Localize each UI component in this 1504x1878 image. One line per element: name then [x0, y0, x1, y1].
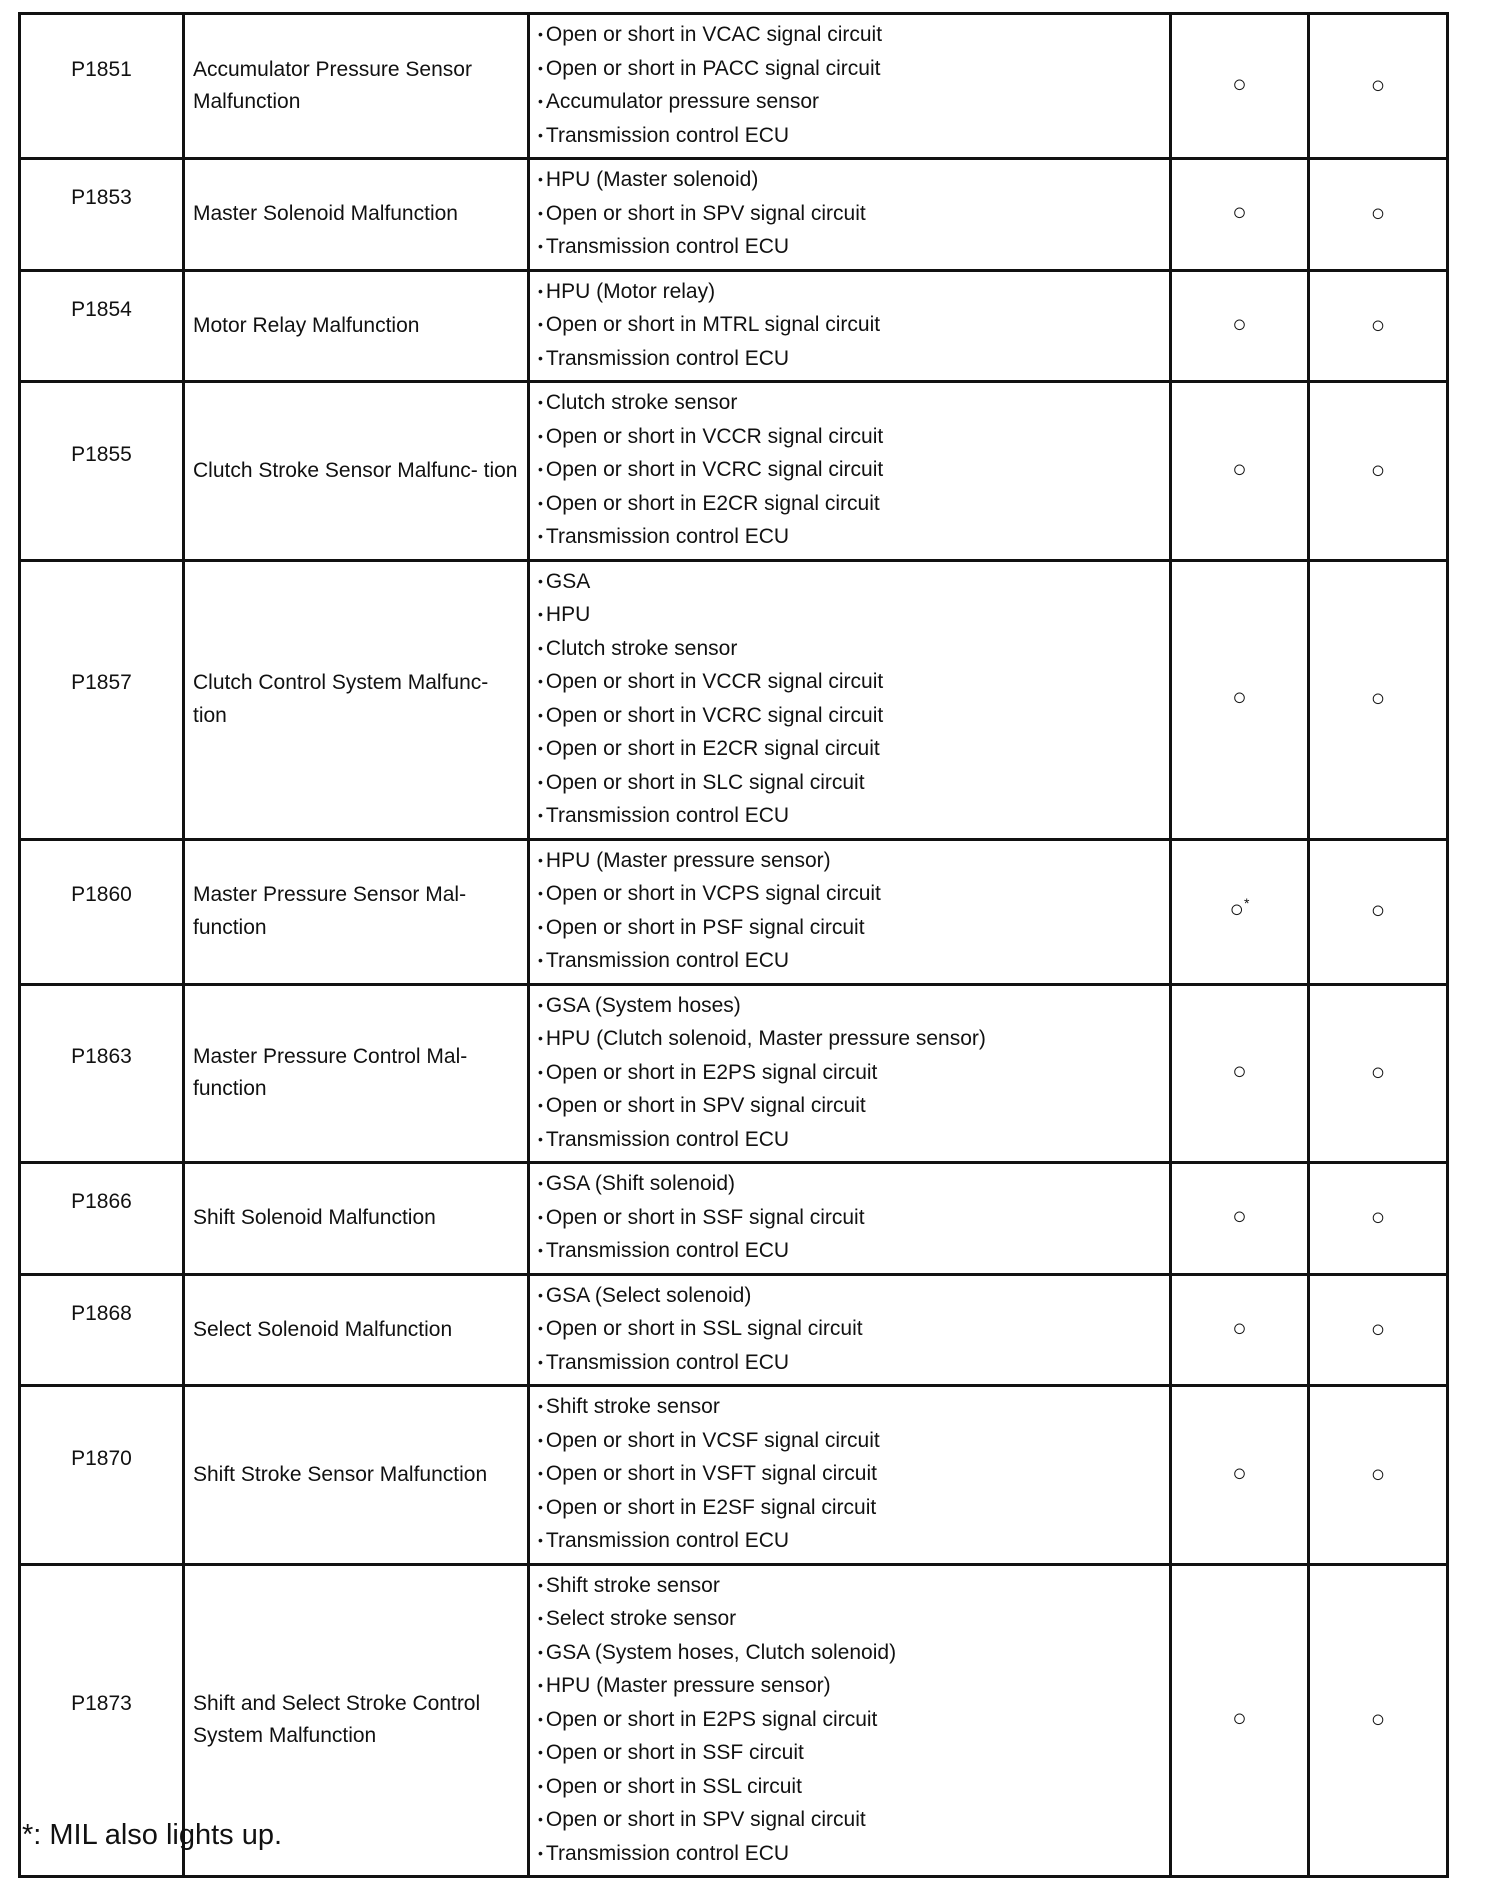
mil-circle-mark: ○ [1232, 199, 1247, 226]
trouble-area-item: • Transmission control ECU [538, 343, 1169, 377]
trouble-area-item: • Open or short in SLC signal circuit [538, 767, 1169, 801]
mil-cell [1171, 1564, 1309, 1877]
trouble-area-item: • HPU (Master pressure sensor) [538, 845, 1169, 879]
mil-circle-mark: ○ [1232, 1058, 1247, 1085]
trouble-area-item: • Transmission control ECU [538, 1124, 1169, 1158]
table-row [20, 382, 1448, 561]
mil-circle-mark: ○ [1232, 1459, 1247, 1487]
trouble-area-item: • Open or short in E2CR signal circuit [538, 488, 1169, 522]
trouble-area-cell [529, 1163, 1171, 1275]
memory-circle-mark: ○ [1370, 1315, 1386, 1343]
mil-asterisk-note: * [1244, 895, 1250, 912]
table-row [20, 1163, 1448, 1275]
mil-cell [1171, 1386, 1309, 1565]
dtc-code-cell [20, 1386, 184, 1565]
trouble-area-item: • GSA [538, 566, 1169, 600]
dtc-code: P1860 [71, 883, 132, 907]
mil-cell [1171, 270, 1309, 382]
table-row [20, 159, 1448, 271]
mil-circle-mark: ○ [1232, 455, 1247, 483]
trouble-area-item: • Open or short in SPV signal circuit [538, 1804, 1169, 1838]
trouble-area-item: • Open or short in E2PS signal circuit [538, 1057, 1169, 1091]
memory-circle-mark: ○ [1370, 456, 1386, 484]
trouble-area-cell [529, 159, 1171, 271]
table-row [20, 1274, 1448, 1386]
memory-cell [1309, 1564, 1448, 1877]
trouble-area-item: • HPU (Master pressure sensor) [538, 1670, 1169, 1704]
detection-item: Clutch Stroke Sensor Malfunc- tion [184, 382, 529, 561]
mil-cell [1171, 984, 1309, 1163]
memory-circle-mark: ○ [1370, 897, 1386, 925]
trouble-area-item: • Open or short in SPV signal circuit [538, 1090, 1169, 1124]
trouble-area-item: • Shift stroke sensor [538, 1391, 1169, 1425]
dtc-code: P1855 [71, 442, 132, 466]
dtc-table-body [20, 14, 1448, 1877]
trouble-area-item: • Transmission control ECU [538, 945, 1169, 979]
mil-cell [1171, 1274, 1309, 1386]
dtc-code: P1870 [71, 1446, 132, 1470]
trouble-area-item: • Open or short in SSF signal circuit [538, 1202, 1169, 1236]
table-row [20, 839, 1448, 984]
trouble-area-item: • Open or short in VCRC signal circuit [538, 700, 1169, 734]
memory-circle-mark: ○ [1370, 1706, 1386, 1733]
trouble-area-item: • Select stroke sensor [538, 1603, 1169, 1637]
memory-circle-mark: ○ [1370, 311, 1386, 339]
trouble-area-item: • Shift stroke sensor [538, 1570, 1169, 1604]
trouble-area-item: • Open or short in PSF signal circuit [538, 912, 1169, 946]
trouble-area-item: • Transmission control ECU [538, 521, 1169, 555]
mil-cell [1171, 382, 1309, 561]
trouble-area-cell [529, 984, 1171, 1163]
trouble-area-item: • Transmission control ECU [538, 1235, 1169, 1269]
trouble-area-cell [529, 1564, 1171, 1877]
trouble-area-cell [529, 14, 1171, 159]
dtc-code: P1851 [71, 57, 132, 81]
trouble-area-item: • Open or short in E2SF signal circuit [538, 1492, 1169, 1526]
trouble-area-item: • Open or short in E2PS signal circuit [538, 1704, 1169, 1738]
table-row [20, 984, 1448, 1163]
detection-item: Master Pressure Control Mal- function [184, 984, 529, 1163]
trouble-area-item: • Transmission control ECU [538, 120, 1169, 154]
memory-circle-mark: ○ [1370, 685, 1386, 713]
dtc-code-cell [20, 382, 184, 561]
detection-item: Master Solenoid Malfunction [184, 159, 529, 271]
mil-cell [1171, 1163, 1309, 1275]
mil-circle-mark: ○ [1229, 896, 1245, 924]
trouble-area-item: • Open or short in VCCR signal circuit [538, 421, 1169, 455]
dtc-table [18, 12, 1449, 1878]
trouble-area-item: • Clutch stroke sensor [538, 633, 1169, 667]
dtc-code-cell [20, 270, 184, 382]
footnote: *: MIL also lights up. [22, 1819, 283, 1851]
dtc-code-cell [20, 560, 184, 839]
memory-circle-mark: ○ [1370, 1204, 1386, 1231]
trouble-area-item: • Open or short in VCRC signal circuit [538, 454, 1169, 488]
memory-circle-mark: ○ [1370, 1460, 1386, 1488]
trouble-area-item: • Transmission control ECU [538, 1525, 1169, 1559]
memory-cell [1309, 560, 1448, 839]
dtc-code: P1866 [71, 1190, 132, 1213]
trouble-area-item: • Open or short in VCSF signal circuit [538, 1425, 1169, 1459]
trouble-area-item: • GSA (System hoses, Clutch solenoid) [538, 1637, 1169, 1671]
memory-cell [1309, 1163, 1448, 1275]
dtc-code: P1854 [71, 297, 132, 321]
trouble-area-cell [529, 382, 1171, 561]
trouble-area-item: • Open or short in VCCR signal circuit [538, 666, 1169, 700]
mil-circle-mark: ○ [1232, 684, 1247, 712]
detection-item: Shift Solenoid Malfunction [184, 1163, 529, 1275]
trouble-area-item: • GSA (System hoses) [538, 990, 1169, 1024]
mil-circle-mark: ○ [1232, 1705, 1247, 1732]
trouble-area-item: • Open or short in SSF circuit [538, 1737, 1169, 1771]
trouble-area-item: • Open or short in SPV signal circuit [538, 198, 1169, 232]
mil-cell [1171, 14, 1309, 159]
trouble-area-item: • Open or short in SSL circuit [538, 1771, 1169, 1805]
trouble-area-cell [529, 839, 1171, 984]
detection-item: Accumulator Pressure Sensor Malfunction [184, 14, 529, 159]
dtc-code: P1868 [71, 1301, 132, 1325]
trouble-area-item: • Open or short in VCPS signal circuit [538, 878, 1169, 912]
dtc-code-cell [20, 984, 184, 1163]
trouble-area-item: • Open or short in SSL signal circuit [538, 1313, 1169, 1347]
table-row [20, 14, 1448, 159]
trouble-area-item: • Open or short in VCAC signal circuit [538, 19, 1169, 53]
dtc-code-cell [20, 1163, 184, 1275]
mil-circle-mark: ○ [1232, 1314, 1247, 1342]
trouble-area-item: • Open or short in MTRL signal circuit [538, 309, 1169, 343]
trouble-area-cell [529, 1386, 1171, 1565]
memory-circle-mark: ○ [1370, 200, 1386, 227]
dtc-code: P1873 [71, 1692, 132, 1715]
trouble-area-item: • Accumulator pressure sensor [538, 86, 1169, 120]
dtc-code-cell [20, 839, 184, 984]
mil-cell [1171, 839, 1309, 984]
trouble-area-item: • Open or short in VSFT signal circuit [538, 1458, 1169, 1492]
table-row [20, 560, 1448, 839]
memory-cell [1309, 159, 1448, 271]
dtc-code-cell [20, 1274, 184, 1386]
memory-cell [1309, 1274, 1448, 1386]
dtc-code: P1853 [71, 186, 132, 209]
trouble-area-item: • GSA (Select solenoid) [538, 1280, 1169, 1314]
dtc-code-cell [20, 159, 184, 271]
trouble-area-cell [529, 270, 1171, 382]
table-row [20, 1386, 1448, 1565]
dtc-code: P1857 [71, 671, 132, 695]
memory-cell [1309, 839, 1448, 984]
memory-cell [1309, 270, 1448, 382]
memory-cell [1309, 1386, 1448, 1565]
trouble-area-item: • Transmission control ECU [538, 1347, 1169, 1381]
dtc-code: P1863 [71, 1045, 132, 1068]
mil-cell [1171, 159, 1309, 271]
mil-circle-mark: ○ [1232, 1203, 1247, 1230]
table-row [20, 270, 1448, 382]
detection-item: Master Pressure Sensor Mal- function [184, 839, 529, 984]
mil-cell [1171, 560, 1309, 839]
trouble-area-item: • Clutch stroke sensor [538, 387, 1169, 421]
detection-item: Shift and Select Stroke Control System Malfunction [184, 1564, 529, 1877]
trouble-area-item: • Transmission control ECU [538, 231, 1169, 265]
trouble-area-item: • Transmission control ECU [538, 1838, 1169, 1872]
memory-cell [1309, 14, 1448, 159]
trouble-area-item: • Open or short in E2CR signal circuit [538, 733, 1169, 767]
mil-circle-mark: ○ [1232, 70, 1247, 98]
trouble-area-item: • Transmission control ECU [538, 800, 1169, 834]
trouble-area-item: • HPU (Master solenoid) [538, 164, 1169, 198]
detection-item: Shift Stroke Sensor Malfunction [184, 1386, 529, 1565]
mil-circle-mark: ○ [1232, 310, 1247, 338]
detection-item: Select Solenoid Malfunction [184, 1274, 529, 1386]
memory-cell [1309, 984, 1448, 1163]
dtc-code-cell [20, 14, 184, 159]
memory-circle-mark: ○ [1370, 1059, 1386, 1086]
detection-item: Motor Relay Malfunction [184, 270, 529, 382]
detection-item: Clutch Control System Malfunc- tion [184, 560, 529, 839]
trouble-area-item: • Open or short in PACC signal circuit [538, 53, 1169, 87]
memory-cell [1309, 382, 1448, 561]
trouble-area-item: • GSA (Shift solenoid) [538, 1168, 1169, 1202]
trouble-area-item: • HPU (Motor relay) [538, 276, 1169, 310]
trouble-area-cell [529, 560, 1171, 839]
memory-circle-mark: ○ [1370, 71, 1386, 99]
trouble-area-cell [529, 1274, 1171, 1386]
trouble-area-item: • HPU [538, 599, 1169, 633]
trouble-area-item: • HPU (Clutch solenoid, Master pressure sensor) [538, 1023, 1169, 1057]
